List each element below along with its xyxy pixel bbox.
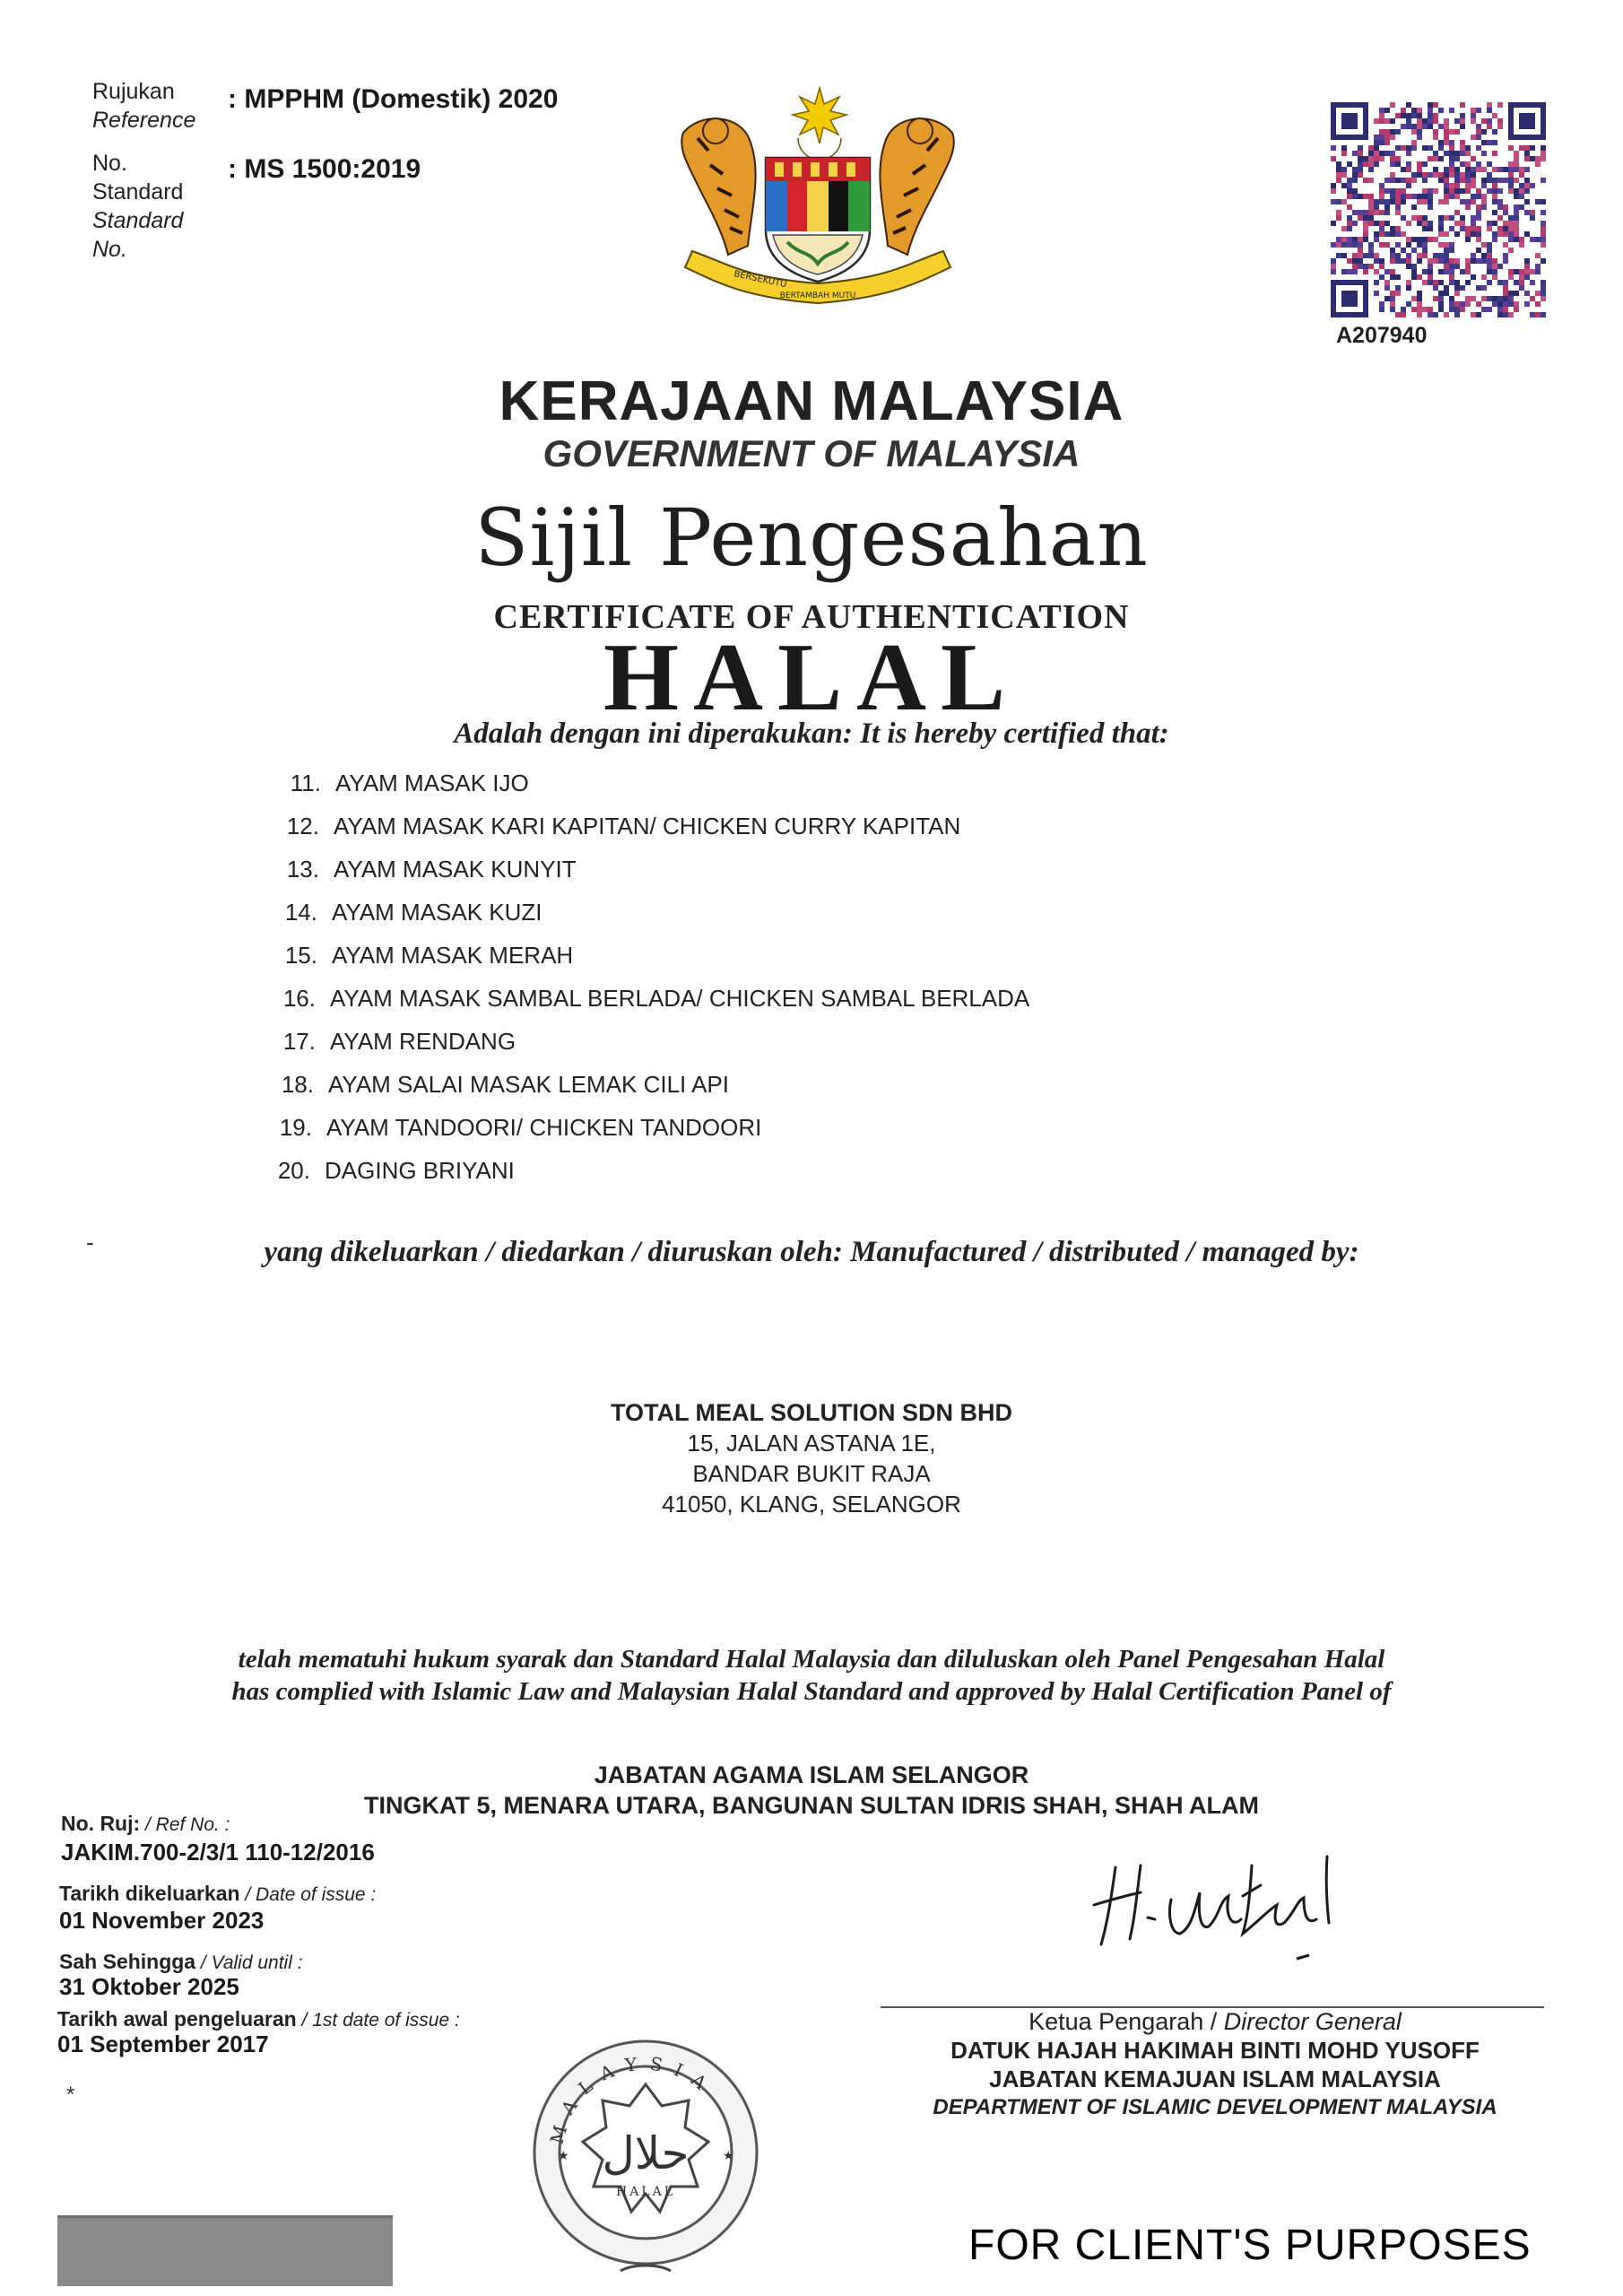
standard-value: : MS 1500:2019 — [228, 154, 421, 184]
director-role: Ketua Pengarah / Director General — [1028, 2008, 1402, 2035]
manufactured-by-text: yang dikeluarkan / diedarkan / diuruskan oleh: Manufactured / distributed / managed by: — [264, 1236, 1359, 1268]
company-name: TOTAL MEAL SOLUTION SDN BHD — [610, 1399, 1012, 1426]
valid-until-value: 31 Oktober 2025 — [59, 1973, 239, 2000]
director-department-en: DEPARTMENT OF ISLAMIC DEVELOPMENT MALAYSIA — [933, 2095, 1497, 2119]
reference-value: : MPPHM (Domestik) 2020 — [228, 84, 559, 114]
title-sijil-pengesahan: Sijil Pengesahan — [474, 491, 1149, 584]
director-department-ms: JABATAN KEMAJUAN ISLAM MALAYSIA — [989, 2066, 1441, 2092]
svg-text:HALAL: HALAL — [615, 2185, 676, 2199]
list-item: 12. AYAM MASAK KARI KAPITAN/ CHICKEN CURRY KAPITAN — [286, 813, 961, 839]
compliance-line-en: has complied with Islamic Law and Malaysian Halal Standard and approved by Halal Certification Panel of — [231, 1677, 1392, 1706]
director-signature — [1085, 1830, 1372, 1964]
list-item: 16. AYAM MASAK SAMBAL BERLADA/ CHICKEN SAMBAL BERLADA — [282, 985, 1030, 1012]
director-block — [861, 2007, 1569, 2122]
list-item: 11. AYAM MASAK IJO — [290, 770, 529, 796]
list-item: 17. AYAM RENDANG — [282, 1028, 516, 1055]
valid-until-label: Sah Sehingga / Valid until : — [59, 1950, 303, 1973]
list-item: 13. AYAM MASAK KUNYIT — [286, 856, 577, 883]
no-label: No. — [92, 151, 127, 176]
title-government: GOVERNMENT OF MALAYSIA — [542, 432, 1081, 474]
ref-no-value: JAKIM.700-2/3/1 110-12/2016 — [61, 1839, 375, 1866]
svg-text:★: ★ — [723, 2148, 734, 2162]
date-of-issue-value: 01 November 2023 — [59, 1907, 265, 1934]
svg-text:BERSEKUTU: BERSEKUTU — [733, 269, 788, 291]
standard-label: Standard — [92, 179, 184, 204]
rujukan-label: Rujukan — [92, 79, 175, 104]
qr-code-icon — [1331, 102, 1546, 317]
right-tiger-icon — [880, 118, 953, 255]
redacted-area — [57, 2215, 393, 2286]
list-item: 19. AYAM TANDOORI/ CHICKEN TANDOORI — [279, 1114, 762, 1141]
asterisk-mark: * — [66, 2083, 75, 2107]
company-address-line-2: BANDAR BUKIT RAJA — [692, 1460, 931, 1487]
ref-no-label: No. Ruj: / Ref No. : — [61, 1812, 230, 1835]
first-issue-label: Tarikh awal pengeluaran / 1st date of issue : — [57, 2007, 460, 2031]
authority-name: JABATAN AGAMA ISLAM SELANGOR — [594, 1761, 1029, 1788]
compliance-line-ms: telah mematuhi hukum syarak dan Standard Halal Malaysia dan diluluskan oleh Panel Pengesahan Halal — [238, 1645, 1385, 1674]
list-item: 14. AYAM MASAK KUZI — [284, 899, 542, 926]
company-block — [0, 1397, 1623, 1519]
client-purpose-notice: FOR CLIENT'S PURPOSES — [968, 2222, 1532, 2269]
shield-icon — [766, 158, 870, 282]
list-item: 20. DAGING BRIYANI — [277, 1157, 515, 1184]
crescent-star-icon — [793, 88, 846, 160]
authority-block — [0, 1760, 1623, 1821]
svg-text:MALAYSIA: MALAYSIA — [545, 2052, 720, 2147]
left-tiger-icon — [681, 118, 755, 255]
title-kerajaan: KERAJAAN MALAYSIA — [499, 370, 1124, 432]
no-label-en: No. — [92, 237, 127, 262]
list-item: 15. AYAM MASAK MERAH — [284, 942, 574, 969]
halal-logo-icon — [527, 2029, 764, 2285]
compliance-statement — [0, 1643, 1623, 1708]
margin-dash: - — [86, 1229, 94, 1256]
title-certificate-of-authentication: CERTIFICATE OF AUTHENTICATION — [493, 598, 1130, 636]
company-address-line-1: 15, JALAN ASTANA 1E, — [687, 1430, 936, 1457]
coat-of-arms-emblem — [665, 75, 970, 317]
standard-label-en: Standard — [92, 208, 184, 233]
svg-text:حلال: حلال — [602, 2127, 690, 2179]
qr-serial-number: A207940 — [1336, 323, 1428, 348]
reference-label: Reference — [92, 108, 196, 133]
svg-text:BERTAMBAH MUTU: BERTAMBAH MUTU — [779, 291, 856, 300]
hereby-certified-text: Adalah dengan ini diperakukan: It is hereby certified that: — [454, 718, 1169, 750]
first-issue-value: 01 September 2017 — [57, 2031, 269, 2057]
svg-text:★: ★ — [558, 2148, 569, 2162]
date-of-issue-label: Tarikh dikeluarkan / Date of issue : — [59, 1882, 377, 1905]
title-halal: HALAL — [603, 624, 1020, 731]
list-item: 18. AYAM SALAI MASAK LEMAK CILI API — [281, 1071, 729, 1098]
authority-address: TINGKAT 5, MENARA UTARA, BANGUNAN SULTAN IDRIS SHAH, SHAH ALAM — [364, 1792, 1259, 1819]
director-name: DATUK HAJAH HAKIMAH BINTI MOHD YUSOFF — [950, 2037, 1480, 2064]
company-address-line-3: 41050, KLANG, SELANGOR — [662, 1491, 961, 1518]
